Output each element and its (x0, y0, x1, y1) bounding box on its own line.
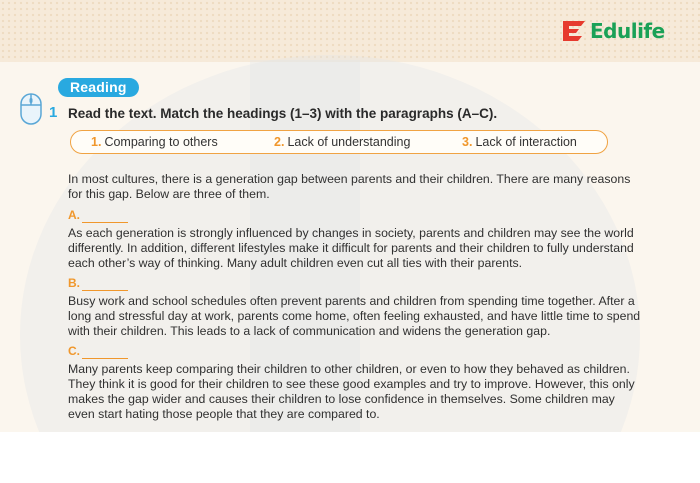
heading-number: 2. (274, 135, 285, 149)
section-badge: Reading (58, 78, 139, 97)
edulife-logo (560, 14, 665, 48)
paragraph-letter: C. (68, 344, 643, 359)
intro-paragraph: In most cultures, there is a generation gap between parents and their children. There are many reasons for this gap. Below are three of them. (68, 172, 631, 201)
heading-item (274, 135, 410, 149)
heading-item (91, 135, 218, 149)
heading-item (462, 135, 577, 149)
heading-text: Lack of interaction (475, 135, 577, 149)
headings-box (70, 130, 608, 154)
edulife-logo-icon (560, 17, 588, 45)
reading-text (68, 172, 643, 427)
heading-number: 3. (462, 135, 473, 149)
exercise-number: 1 (49, 104, 58, 121)
heading-number: 1. (91, 135, 102, 149)
answer-blank[interactable] (82, 280, 128, 291)
heading-text: Lack of understanding (287, 135, 411, 149)
brand-name: Edulife (590, 19, 665, 43)
answer-blank[interactable] (82, 348, 128, 359)
paragraph-a: As each generation is strongly influenced by changes in society, parents and children may see the world differently. In addition, different lifestyles make it difficult for parents and their children to fully understand each other’s way of thinking. Many adult children even cut all ties with their parents. (68, 226, 634, 270)
paragraph-letter: A. (68, 208, 643, 223)
paragraph-letter: B. (68, 276, 643, 291)
answer-blank[interactable] (82, 212, 128, 223)
exercise-instruction: Read the text. Match the headings (1–3) with the paragraphs (A–C). (68, 106, 498, 121)
paragraph-c: Many parents keep comparing their children to other children, or even to how they behaved as children. They think it is good for their children to see these good examples and try to improve. However, this only makes the gap wider and causes their children to lose confidence in themselves. Some children may even start hating those people that they are compared to. (68, 362, 635, 421)
mouse-icon (18, 92, 44, 126)
paragraph-b: Busy work and school schedules often prevent parents and children from spending time together. After a long and stressful day at work, parents come home, often feeling exhausted, and have little time to spend with their children. This leads to a lack of communication and widens the generation gap. (68, 294, 641, 338)
heading-text: Comparing to others (104, 135, 218, 149)
